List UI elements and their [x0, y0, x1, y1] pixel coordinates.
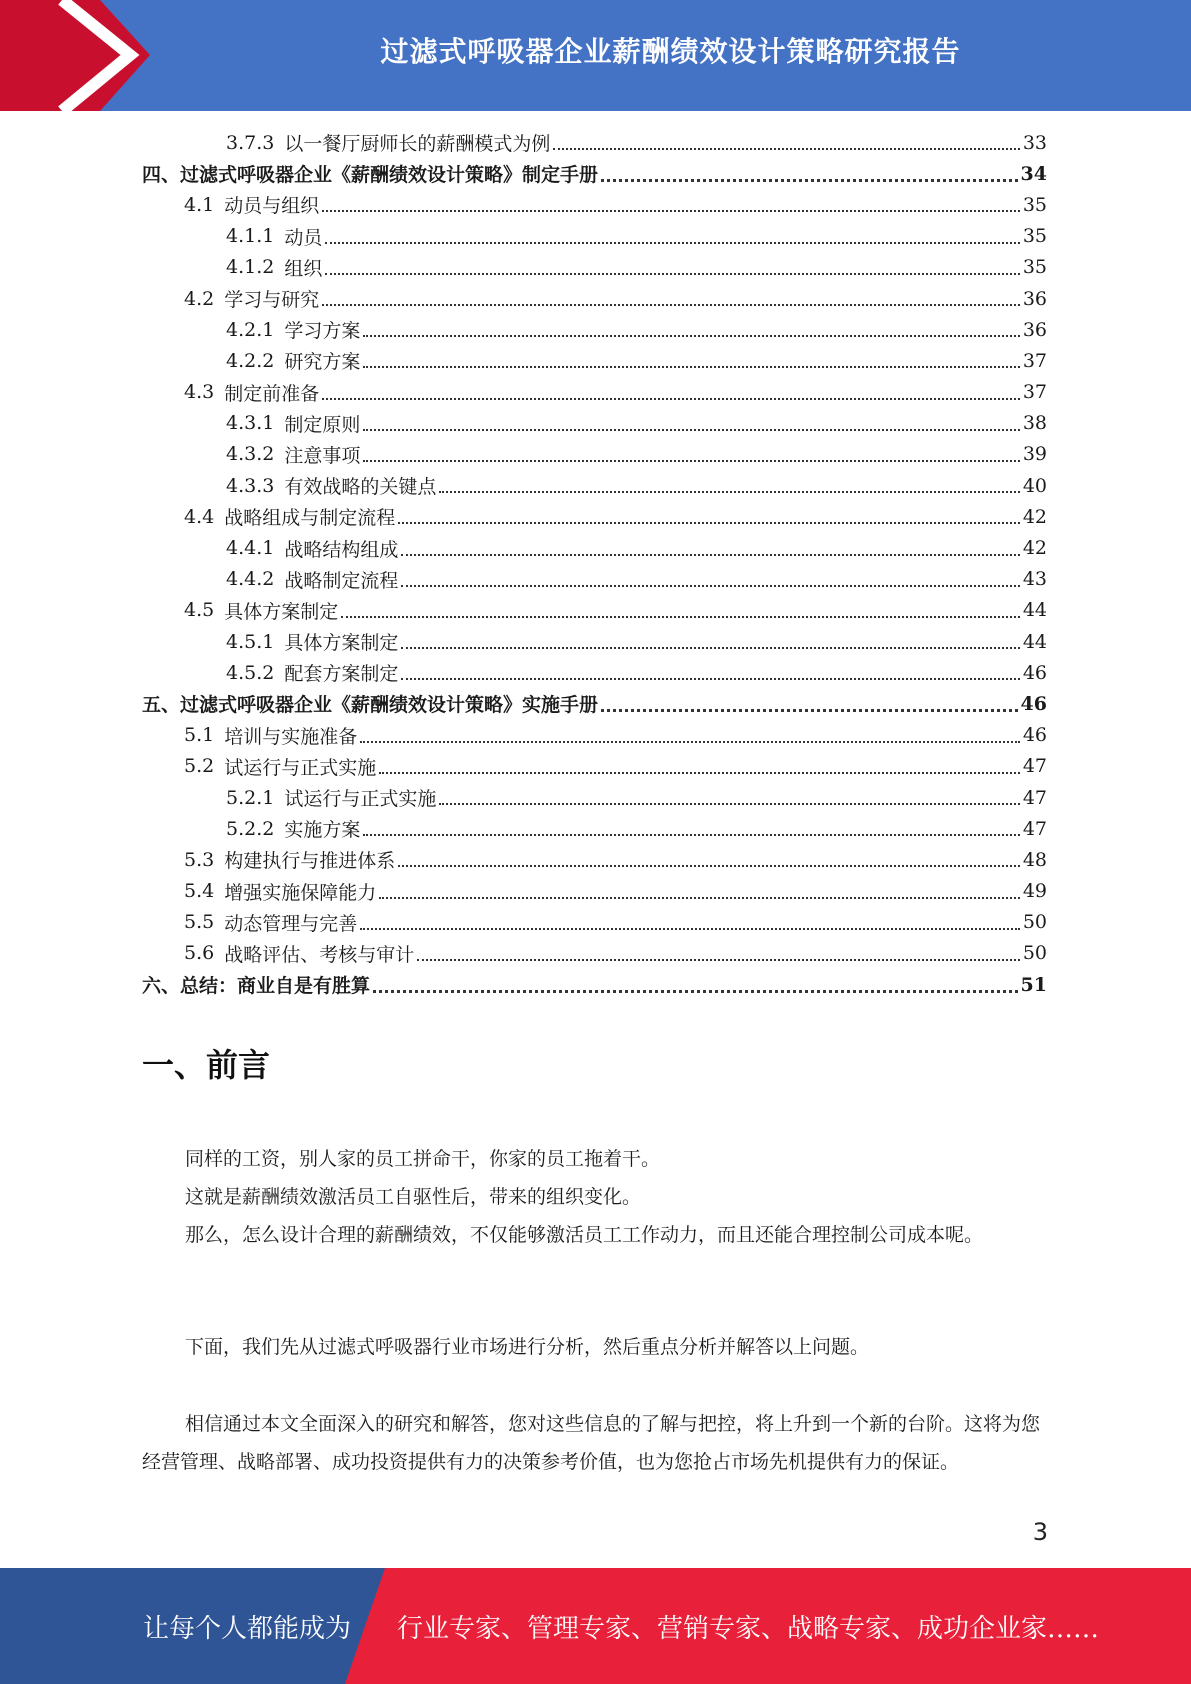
- toc-entry-page: 34: [1020, 162, 1047, 185]
- toc-entry-title: 具体方案制定: [224, 600, 339, 623]
- toc-entry-page: 46: [1022, 724, 1047, 747]
- toc-entry[interactable]: [142, 907, 1047, 938]
- toc-dot-leader: [401, 553, 1019, 556]
- toc-entry-page: 50: [1022, 911, 1047, 934]
- toc-entry-number: 4.4: [184, 505, 215, 528]
- toc-entry[interactable]: [142, 844, 1047, 875]
- toc-entry[interactable]: [142, 595, 1047, 626]
- toc-entry[interactable]: [142, 158, 1047, 189]
- toc-entry-number: 4.2.2: [226, 349, 275, 372]
- toc-entry-title: 配套方案制定: [284, 663, 399, 686]
- toc-entry-number: 4.3: [184, 381, 215, 404]
- toc-entry[interactable]: [142, 377, 1047, 408]
- toc-entry-page: 49: [1022, 880, 1047, 903]
- toc-entry[interactable]: [142, 127, 1047, 158]
- toc-entry-page: 38: [1022, 412, 1047, 435]
- toc-entry-page: 35: [1022, 256, 1047, 279]
- toc-dot-leader: [363, 365, 1019, 368]
- toc-entry-title: 六、总结：商业自是有胜算: [142, 975, 371, 998]
- toc-entry-page: 37: [1022, 381, 1047, 404]
- toc-dot-leader: [322, 303, 1020, 306]
- page-number: 3: [1032, 1518, 1048, 1546]
- toc-dot-leader: [363, 334, 1019, 337]
- toc-dot-leader: [379, 771, 1020, 774]
- toc-entry-number: 4.5.1: [226, 630, 275, 653]
- toc-dot-leader: [363, 428, 1019, 431]
- toc-entry-number: 5.2.1: [226, 786, 275, 809]
- toc-entry-number: 5.3: [184, 848, 215, 871]
- toc-entry[interactable]: [142, 782, 1047, 813]
- toc-entry-number: 4.4.1: [226, 537, 275, 560]
- toc-entry[interactable]: [142, 751, 1047, 782]
- toc-entry-title: 试运行与正式实施: [284, 788, 437, 811]
- toc-entry-title: 战略评估、考核与审计: [224, 943, 415, 966]
- toc-dot-leader: [322, 397, 1020, 400]
- toc-entry-number: 5.6: [184, 942, 215, 965]
- toc-entry-page: 36: [1022, 287, 1047, 310]
- toc-entry-number: 4.1.2: [226, 256, 275, 279]
- toc-entry-title: 动员与组织: [224, 195, 320, 218]
- toc-dot-leader: [360, 927, 1020, 930]
- toc-entry[interactable]: [142, 938, 1047, 969]
- toc-entry[interactable]: [142, 439, 1047, 470]
- toc-entry-number: 4.1.1: [226, 225, 275, 248]
- toc-dot-leader: [401, 677, 1019, 680]
- toc-dot-leader: [439, 802, 1019, 805]
- toc-entry-title: 战略组成与制定流程: [224, 507, 396, 530]
- toc-entry-page: 46: [1020, 692, 1047, 715]
- toc-entry-page: 44: [1022, 630, 1047, 653]
- paragraph: 相信通过本文全面深入的研究和解答，您对这些信息的了解与把控，将上升到一个新的台阶。这将为您经营管理、战略部署、成功投资提供有力的决策参考价值，也为您抢占市场先机提供有力的保证。: [142, 1413, 1041, 1473]
- toc-dot-leader: [363, 459, 1019, 462]
- toc-dot-leader: [373, 989, 1018, 993]
- toc-entry-number: 5.5: [184, 911, 215, 934]
- toc-entry-title: 学习方案: [284, 320, 361, 343]
- toc-dot-leader: [341, 615, 1020, 618]
- preface-block-3: [142, 1405, 1047, 1481]
- toc-entry-title: 有效战略的关键点: [284, 476, 437, 499]
- toc-entry-title: 组织: [284, 257, 323, 280]
- paragraph: 同样的工资，别人家的员工拼命干，你家的员工拖着干。: [185, 1148, 661, 1170]
- toc-entry-page: 43: [1022, 568, 1047, 591]
- toc-entry-number: 4.2.1: [226, 318, 275, 341]
- toc-entry-title: 注意事项: [284, 444, 361, 467]
- toc-dot-leader: [398, 864, 1020, 867]
- toc-entry-title: 实施方案: [284, 819, 361, 842]
- toc-dot-leader: [379, 896, 1020, 899]
- toc-entry-page: 51: [1020, 973, 1047, 996]
- toc-entry-title: 学习与研究: [224, 289, 320, 312]
- toc-entry-title: 以一餐厅厨师长的薪酬模式为例: [284, 133, 551, 156]
- toc-dot-leader: [360, 740, 1020, 743]
- toc-entry[interactable]: [142, 345, 1047, 376]
- toc-entry-page: 42: [1022, 537, 1047, 560]
- toc-entry-title: 四、过滤式呼吸器企业《薪酬绩效设计策略》制定手册: [142, 164, 599, 187]
- toc-dot-leader: [325, 272, 1019, 275]
- toc-entry[interactable]: [142, 564, 1047, 595]
- page-header: [0, 0, 1191, 111]
- toc-entry-title: 研究方案: [284, 351, 361, 374]
- toc-entry-number: 5.1: [184, 724, 215, 747]
- toc-entry-page: 46: [1022, 661, 1047, 684]
- toc-entry-number: 5.4: [184, 880, 215, 903]
- toc-dot-leader: [601, 708, 1018, 712]
- toc-entry-page: 36: [1022, 318, 1047, 341]
- toc-entry-title: 制定原则: [284, 413, 361, 436]
- toc-entry-page: 37: [1022, 349, 1047, 372]
- toc-entry-title: 战略结构组成: [284, 538, 399, 561]
- toc-entry-page: 35: [1022, 225, 1047, 248]
- toc-entry-title: 制定前准备: [224, 382, 320, 405]
- toc-entry-number: 4.3.2: [226, 443, 275, 466]
- toc-entry-page: 33: [1022, 131, 1047, 154]
- toc-entry-number: 4.5: [184, 599, 215, 622]
- report-title: 过滤式呼吸器企业薪酬绩效设计策略研究报告: [380, 35, 961, 68]
- toc-entry-page: 44: [1022, 599, 1047, 622]
- page-footer: [0, 1568, 1191, 1684]
- toc-entry-title: 战略制定流程: [284, 569, 399, 592]
- toc-entry-title: 培训与实施准备: [224, 725, 358, 748]
- footer-slogan-right: 行业专家、管理专家、营销专家、战略专家、成功企业家……: [397, 1613, 1100, 1644]
- toc-entry-number: 4.2: [184, 287, 215, 310]
- toc-entry[interactable]: [142, 189, 1047, 220]
- section-heading: 一、前言: [142, 1046, 271, 1084]
- toc-entry[interactable]: [142, 283, 1047, 314]
- toc-entry[interactable]: [142, 314, 1047, 345]
- toc-dot-leader: [363, 833, 1019, 836]
- red-chevron-icon: [0, 0, 160, 111]
- toc-dot-leader: [398, 521, 1020, 524]
- toc-entry-title: 构建执行与推进体系: [224, 850, 396, 873]
- paragraph: 下面，我们先从过滤式呼吸器行业市场进行分析，然后重点分析并解答以上问题。: [185, 1336, 870, 1358]
- toc-dot-leader: [325, 241, 1019, 244]
- toc-dot-leader: [322, 209, 1020, 212]
- toc-entry[interactable]: [142, 408, 1047, 439]
- toc-entry-number: 4.4.2: [226, 568, 275, 591]
- toc-dot-leader: [401, 584, 1019, 587]
- toc-entry[interactable]: [142, 876, 1047, 907]
- toc-entry-title: 具体方案制定: [284, 632, 399, 655]
- toc-entry[interactable]: [142, 657, 1047, 688]
- toc-dot-leader: [417, 958, 1020, 961]
- toc-entry-number: 3.7.3: [226, 131, 275, 154]
- toc-entry-page: 40: [1022, 474, 1047, 497]
- toc-entry-title: 五、过滤式呼吸器企业《薪酬绩效设计策略》实施手册: [142, 694, 599, 717]
- paragraph: 这就是薪酬绩效激活员工自驱性后，带来的组织变化。: [185, 1186, 642, 1208]
- toc-entry-page: 47: [1022, 786, 1047, 809]
- toc-dot-leader: [553, 147, 1019, 150]
- toc-entry-title: 动员: [284, 226, 323, 249]
- toc-entry-number: 4.3.1: [226, 412, 275, 435]
- toc-entry[interactable]: [142, 688, 1047, 719]
- preface-block-2: [142, 1328, 1047, 1366]
- toc-entry-number: 4.1: [184, 193, 215, 216]
- toc-entry-number: 5.2: [184, 755, 215, 778]
- toc-entry-page: 50: [1022, 942, 1047, 965]
- toc-entry[interactable]: [142, 501, 1047, 532]
- toc-entry-page: 47: [1022, 817, 1047, 840]
- toc-entry[interactable]: [142, 252, 1047, 283]
- footer-slogan-left: 让每个人都能成为: [143, 1613, 352, 1644]
- toc-entry[interactable]: [142, 813, 1047, 844]
- toc-entry[interactable]: [142, 720, 1047, 751]
- toc-entry-page: 48: [1022, 848, 1047, 871]
- toc-entry[interactable]: [142, 470, 1047, 501]
- toc-entry-title: 动态管理与完善: [224, 912, 358, 935]
- toc-entry[interactable]: [142, 626, 1047, 657]
- toc-entry[interactable]: [142, 969, 1047, 1000]
- toc-entry[interactable]: [142, 221, 1047, 252]
- toc-dot-leader: [439, 490, 1019, 493]
- toc-entry-number: 4.5.2: [226, 661, 275, 684]
- toc-entry-page: 42: [1022, 505, 1047, 528]
- toc-entry-title: 试运行与正式实施: [224, 756, 377, 779]
- toc-entry-page: 47: [1022, 755, 1047, 778]
- toc-entry-page: 35: [1022, 193, 1047, 216]
- preface-block-1: [142, 1140, 1047, 1254]
- toc-entry-number: 5.2.2: [226, 817, 275, 840]
- toc-dot-leader: [401, 646, 1019, 649]
- table-of-contents: [142, 127, 1047, 1000]
- toc-entry-title: 增强实施保障能力: [224, 881, 377, 904]
- toc-entry[interactable]: [142, 532, 1047, 563]
- toc-dot-leader: [601, 178, 1018, 182]
- paragraph: 那么，怎么设计合理的薪酬绩效，不仅能够激活员工工作动力，而且还能合理控制公司成本呢。: [185, 1224, 984, 1246]
- toc-entry-number: 4.3.3: [226, 474, 275, 497]
- toc-entry-page: 39: [1022, 443, 1047, 466]
